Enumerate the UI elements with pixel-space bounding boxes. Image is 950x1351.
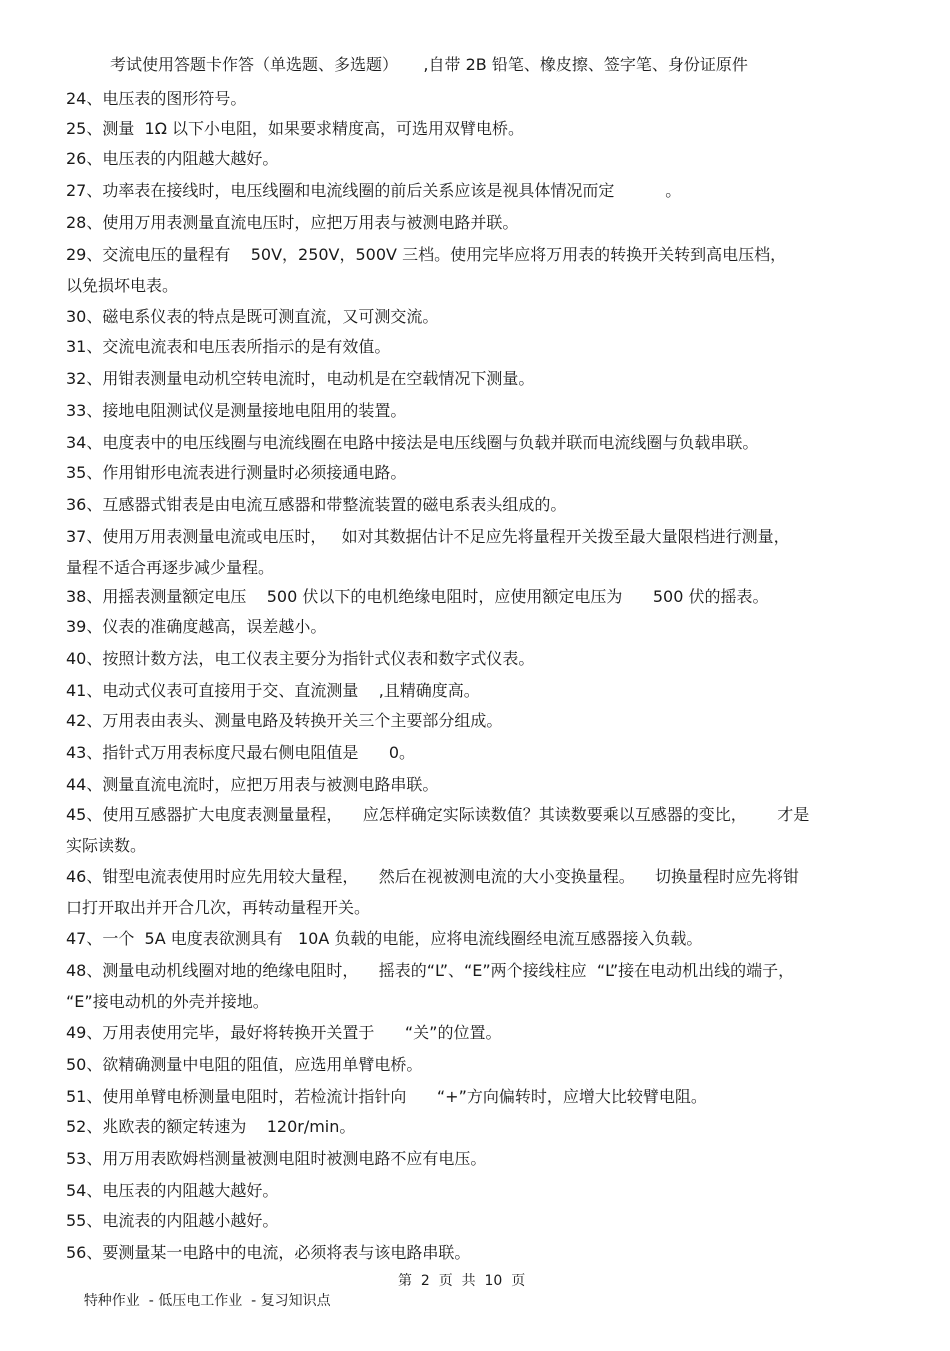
list-item: 26、电压表的内阻越大越好。 (66, 149, 279, 168)
list-item: 24、电压表的图形符号。 (66, 89, 247, 108)
list-item: 27、功率表在接线时，电压线圈和电流线圈的前后关系应该是视具体情况而定 。 (66, 181, 682, 200)
list-item-continuation: 量程不适合再逐步减少量程。 (66, 558, 275, 577)
list-item: 28、使用万用表测量直流电压时，应把万用表与被测电路并联。 (66, 213, 519, 232)
list-item: 47、一个 5A 电度表欲测具有 10A 负载的电能，应将电流线圈经电流互感器接入负载。 (66, 929, 703, 948)
list-item: 34、电度表中的电压线圈与电流线圈在电路中接法是电压线圈与负载并联而电流线圈与负载串联。 (66, 433, 759, 452)
list-item: 41、电动式仪表可直接用于交、直流测量 ,且精确度高。 (66, 681, 480, 700)
list-item: 39、仪表的准确度越高，误差越小。 (66, 617, 327, 636)
list-item: 49、万用表使用完毕，最好将转换开关置于 “关”的位置。 (66, 1023, 502, 1042)
list-item: 43、指针式万用表标度尺最右侧电阻值是 0。 (66, 743, 416, 762)
footer-title: 特种作业 - 低压电工作业 - 复习知识点 (83, 1293, 331, 1309)
list-item: 40、按照计数方法，电工仪表主要分为指针式仪表和数字式仪表。 (66, 649, 535, 668)
list-item-continuation: 以免损坏电表。 (66, 276, 179, 295)
list-item: 25、测量 1Ω 以下小电阻，如果要求精度高，可选用双臂电桥。 (66, 119, 525, 138)
list-item: 35、作用钳形电流表进行测量时必须接通电路。 (66, 463, 407, 482)
list-item: 31、交流电流表和电压表所指示的是有效值。 (66, 337, 391, 356)
list-item: 32、用钳表测量电动机空转电流时，电动机是在空载情况下测量。 (66, 369, 535, 388)
list-item: 46、钳型电流表使用时应先用较大量程， 然后在视被测电流的大小变换量程。 切换量程时应先将钳 (66, 867, 800, 886)
list-item: 37、使用万用表测量电流或电压时， 如对其数据估计不足应先将量程开关拨至最大量限档进行测量， (66, 527, 790, 546)
page-footer (66, 1271, 526, 1351)
list-item: 48、测量电动机线圈对地的绝缘电阻时， 摇表的“L”、“E”两个接线柱应 “L”接在电动机出线的端子， (66, 961, 795, 980)
page-number: 第 2 页 共 10 页 (398, 1273, 526, 1289)
list-item: 50、欲精确测量中电阻的阻值，应选用单臂电桥。 (66, 1055, 423, 1074)
list-item: 53、用万用表欧姆档测量被测电阻时被测电路不应有电压。 (66, 1149, 487, 1168)
exam-instructions: 考试使用答题卡作答（单选题、多选题） ,自带 2B 铅笔、橡皮擦、签字笔、身份证原件 (110, 55, 748, 74)
list-item: 38、用摇表测量额定电压 500 伏以下的电机绝缘电阻时，应使用额定电压为 500 伏的摇表。 (66, 587, 769, 606)
list-item: 45、使用互感器扩大电度表测量量程， 应怎样确定实际读数值？其读数要乘以互感器的变比， 才是 (66, 805, 810, 824)
list-item: 36、互感器式钳表是由电流互感器和带整流装置的磁电系表头组成的。 (66, 495, 567, 514)
list-item-continuation: 口打开取出并开合几次，再转动量程开关。 (66, 898, 371, 917)
list-item: 52、兆欧表的额定转速为 120r/min。 (66, 1117, 356, 1136)
list-item: 29、交流电压的量程有 50V，250V，500V 三档。使用完毕应将万用表的转换开关转到高电压档， (66, 245, 787, 264)
list-item: 51、使用单臂电桥测量电阻时，若检流计指针向 “+”方向偏转时，应增大比较臂电阻。 (66, 1087, 707, 1106)
list-item: 54、电压表的内阻越大越好。 (66, 1181, 279, 1200)
list-item: 44、测量直流电流时，应把万用表与被测电路串联。 (66, 775, 439, 794)
list-item: 56、要测量某一电路中的电流，必须将表与该电路串联。 (66, 1243, 471, 1262)
list-item: 55、电流表的内阻越小越好。 (66, 1211, 279, 1230)
list-item-continuation: 实际读数。 (66, 836, 147, 855)
list-item-continuation: “E”接电动机的外壳并接地。 (66, 992, 269, 1011)
list-item: 30、磁电系仪表的特点是既可测直流，又可测交流。 (66, 307, 439, 326)
list-item: 33、接地电阻测试仪是测量接地电阻用的装置。 (66, 401, 407, 420)
list-item: 42、万用表由表头、测量电路及转换开关三个主要部分组成。 (66, 711, 503, 730)
